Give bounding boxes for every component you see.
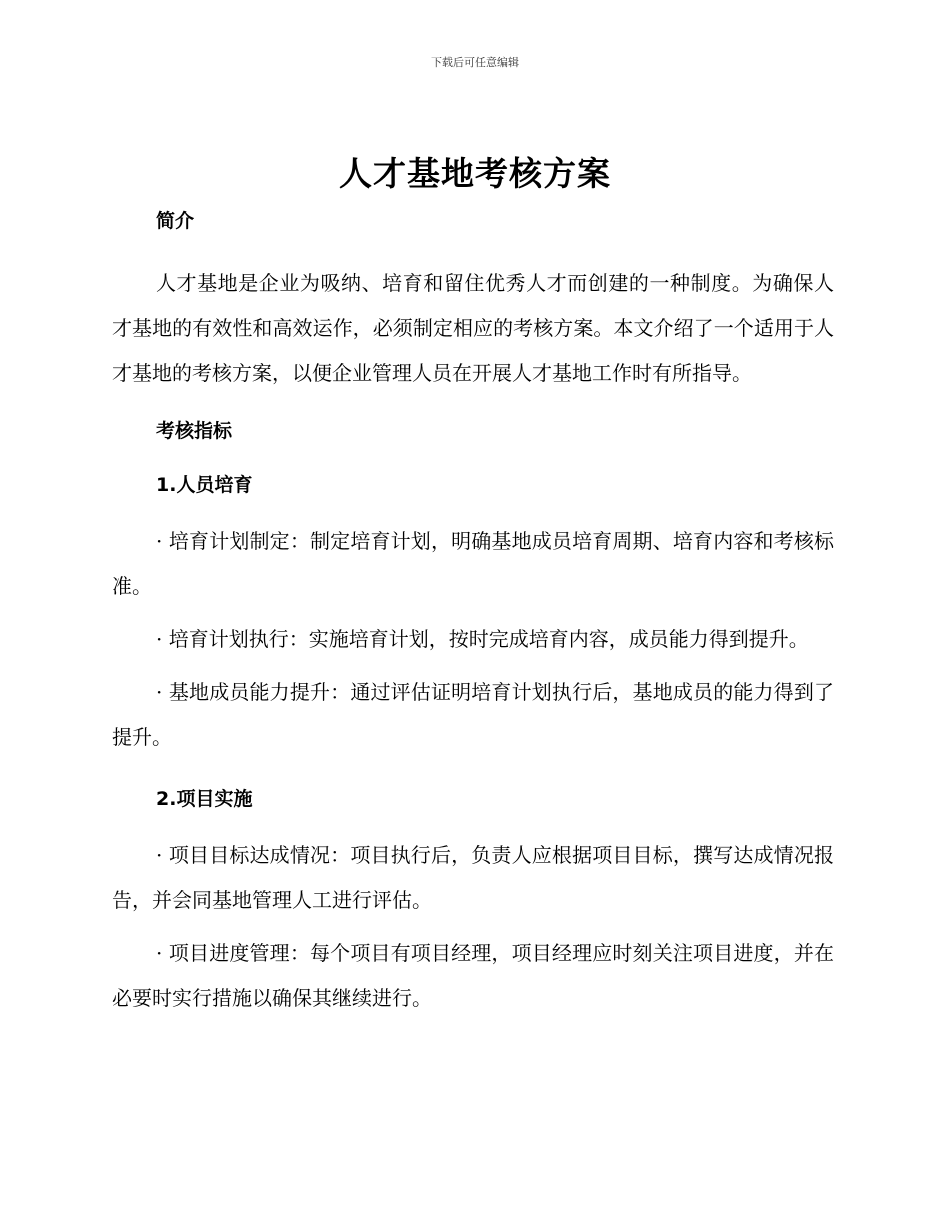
header-note: 下载后可任意编辑 bbox=[431, 56, 519, 69]
project-heading: 2.项目实施 bbox=[156, 788, 253, 810]
intro-heading: 简介 bbox=[156, 210, 195, 232]
metrics-heading: 考核指标 bbox=[156, 420, 233, 442]
intro-paragraph: 人才基地是企业为吸纳、培育和留住优秀人才而创建的一种制度。为确保人才基地的有效性和高效运作，必须制定相应的考核方案。本文介绍了一个适用于人才基地的考核方案，以便企业管理人员在开展人才基地工作时有所指导。 bbox=[112, 271, 834, 385]
training-item: · 培育计划制定：制定培育计划，明确基地成员培育周期、培育内容和考核标准。 bbox=[112, 529, 834, 598]
training-item: · 基地成员能力提升：通过评估证明培育计划执行后，基地成员的能力得到了提升。 bbox=[112, 680, 834, 749]
training-heading: 1.人员培育 bbox=[156, 474, 253, 496]
document-title: 人才基地考核方案 bbox=[339, 154, 611, 193]
project-item: · 项目进度管理：每个项目有项目经理，项目经理应时刻关注项目进度，并在必要时实行措施以确保其继续进行。 bbox=[112, 941, 834, 1010]
document-body bbox=[112, 200, 834, 1021]
project-item: · 项目目标达成情况：项目执行后，负责人应根据项目目标，撰写达成情况报告，并会同基地管理人工进行评估。 bbox=[112, 843, 834, 912]
training-item: · 培育计划执行：实施培育计划，按时完成培育内容，成员能力得到提升。 bbox=[156, 627, 809, 651]
